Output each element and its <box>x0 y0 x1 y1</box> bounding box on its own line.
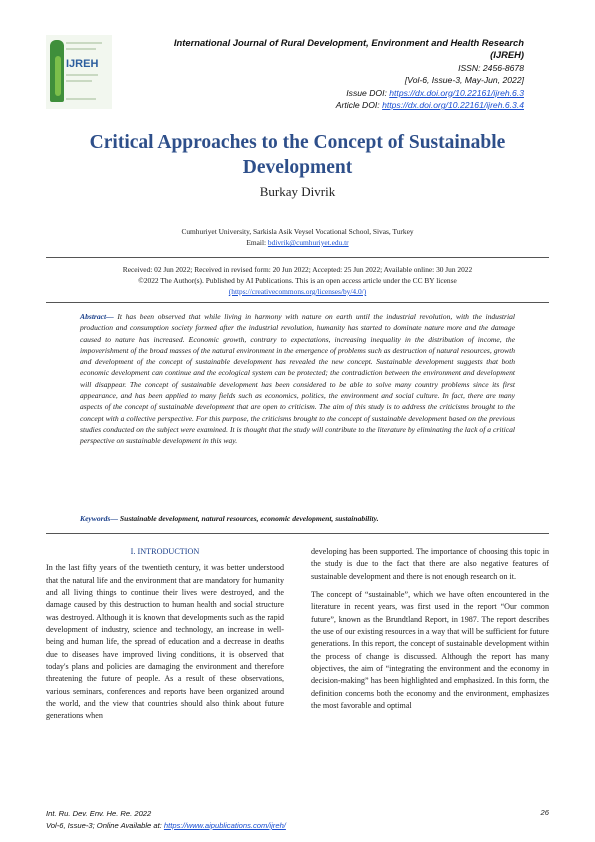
footer-availability: Vol-6, Issue-3; Online Available at: https://www.aipublications.com/ijreh/ <box>46 821 286 830</box>
abstract-text: It has been observed that while living in harmony with nature on earth until the industrial revolution, with the industrial production and consumption society formed after the industrial revolution, humanity has started to dominate nature more and the damage caused to nature has increased. Economic growth, contrary to expectations, increasing inequality in the distribution of income, the impoverishment of the broad masses of the natural environment in the emergence of problems such as destruction of natural resources, growth and development of the concept of sustainable development has revealed the new concept. Sustainable development suggests that both economic development can continue and the ecological system can be protected; the contradiction between the environment and development will disappear. The concept of sustainable development has been considered to be able to solve many country problems since its first appearance, and has been applied to many fields such as economics, politics, the environment and social culture. In fact, there are many aspects of the concept of sustainable development that are open to criticism. The aim of this study is to address the criticisms brought to the concept with a collective perspective. For this purpose, the criticisms brought to the concept of sustainable development based on the previous studies conducted on the subject were examined. It is thought that the study will contribute to the literature by eliminating the lack of a critical perspective on sustainable development in this way. <box>80 312 515 446</box>
divider <box>46 533 549 534</box>
author-name: Burkay Divrik <box>259 184 336 199</box>
issn: ISSN: 2456-8678 <box>458 62 524 73</box>
article-doi-link[interactable]: https://dx.doi.org/10.22161/ijreh.6.3.4 <box>382 100 524 111</box>
page-number: 26 <box>540 808 549 817</box>
article-doi: Article DOI: https://dx.doi.org/10.22161/ijreh.6.3.4 <box>335 100 524 111</box>
received-dates: Received: 02 Jun 2022; Received in revised form: 20 Jun 2022; Accepted: 25 Jun 2022; Available online: 30 Jun 2022 <box>122 265 473 274</box>
email-link[interactable]: bdivrik@cumhuriyet.edu.tr <box>267 238 349 247</box>
logo-line <box>66 98 96 100</box>
keywords-label: Keywords— <box>80 514 118 523</box>
logo-line <box>66 74 98 76</box>
paragraph: developing has been supported. The importance of choosing this topic in the study is due to the fact that there are also negative features of sustainable development and there is not enough research on it. <box>311 547 549 581</box>
journal-header <box>164 37 524 111</box>
logo-text: IJREH <box>66 58 99 70</box>
right-column <box>311 546 549 718</box>
page-footer <box>46 808 549 832</box>
logo-line <box>66 48 96 50</box>
paragraph: The concept of “sustainable”, which we have often encountered in the literature in recent years, was first used in the report “Our common future”, known as the Brundtland Report, in 1987. The report describes the use of our existing resources in a way that will be sufficient for future generations. In this report, the concept of sustainable development within the process of change is discussed. Although the report has many objectives, the aim of “integrating the environment and the economy in decision-making” has been highlighted and emphasized. In this form, the definition concerns both the economy and the environment, emphasizes the most favorable and optimal <box>311 590 549 711</box>
paragraph: In the last fifty years of the twentieth century, it was better understood that the natural life and the environment that are mandatory for humanity and all living things to continue their lives were destroyed, and the damage caused by this destruction to human health and social structure was destroyed. Although it is known that developments such as the rapid development of industry, science and technology, an increase in well-being and human life, the spread of education and a decrease in deaths due to diseases have improved living conditions, it is observed that today's plans and policies are damaging the environment and therefore threatening the future of people. As a result of these observations, various seminars, conferences and reports have been organized around the world, and the view that countries should also think about future generations when <box>46 563 284 721</box>
section-heading: I. INTRODUCTION <box>130 547 200 556</box>
issue-doi: Issue DOI: https://dx.doi.org/10.22161/ijreh.6.3 <box>346 87 524 98</box>
abstract <box>80 311 515 447</box>
affiliation: Cumhuriyet University, Sarkisla Asik Veysel Vocational School, Sivas, Turkey <box>181 227 414 236</box>
keywords <box>80 514 515 523</box>
abstract-label: Abstract— <box>80 312 114 321</box>
logo-line <box>66 42 102 44</box>
keywords-text: Sustainable development, natural resources, economic development, sustainability. <box>117 514 379 523</box>
leaf-accent-icon <box>55 56 61 96</box>
divider <box>46 302 549 303</box>
email-line: Email: bdivrik@cumhuriyet.edu.tr <box>246 238 349 247</box>
copyright: ©2022 The Author(s). Published by AI Publications. This is an open access article under the CC BY license <box>138 276 457 285</box>
journal-name: International Journal of Rural Development, Environment and Health Research <box>173 37 524 48</box>
license-link[interactable]: (https://creativecommons.org/licenses/by/4.0/) <box>228 287 367 296</box>
footer-citation: Int. Ru. Dev. Env. He. Re. 2022 <box>46 809 152 818</box>
affiliation-block <box>60 226 535 248</box>
logo-line <box>66 80 92 82</box>
volume-info: [Vol-6, Issue-3, May-Jun, 2022] <box>404 75 524 86</box>
divider <box>46 257 549 258</box>
left-column <box>46 546 284 729</box>
paper-title: Critical Approaches to the Concept of Sustainable Development <box>89 132 506 178</box>
journal-abbr: (IJREH) <box>490 49 524 61</box>
article-dates <box>60 264 535 297</box>
journal-url-link[interactable]: https://www.aipublications.com/ijreh/ <box>163 821 286 830</box>
issue-doi-link[interactable]: https://dx.doi.org/10.22161/ijreh.6.3 <box>389 87 524 98</box>
